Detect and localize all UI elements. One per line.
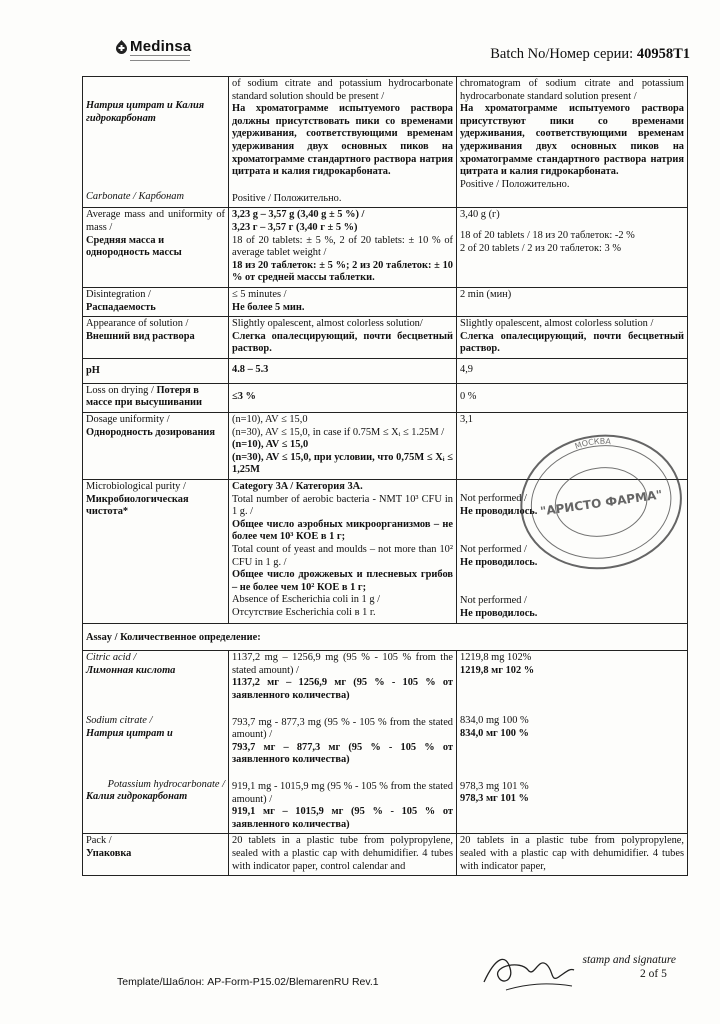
result-text: 20 tablets in a plastic tube from polypropylene, sealed with a plastic cap with dehumidifier. 4 tubes with indicator paper, [460,835,684,872]
param-name: Однородность дозирования [86,426,216,438]
param-name: Average mass and uniformity of mass / [86,209,225,233]
spec-text: Positive / Положительно. [232,192,342,204]
spec-text: Slightly opalescent, almost colorless solution/ [232,318,423,330]
spec-text: 18 из 20 таблеток: ± 5 %; 2 из 20 таблеток: ± 10 % от средней массы таблетки. [232,259,453,284]
spec-text: Category 3A / Категория 3А. [232,481,363,493]
param-name: Лимонная кислота [86,664,176,676]
result-text: 3,1 [460,414,473,426]
result-text: 1219,8 mg 102% [460,652,532,664]
param-name: Средняя масса и однородность массы [86,234,182,259]
table-row [83,413,688,480]
table-row [83,623,688,651]
stamp-city: МОСКВА [573,436,612,451]
spec-text: 793,7 мг – 877,3 мг (95 % - 105 % от заявленного количества) [232,741,453,766]
param-name: pH [86,364,100,376]
result-text: chromatogram of sodium citrate and potassium hydrocarbonate standard solution present / [460,78,684,102]
param-name: Внешний вид раствора [86,330,195,342]
batch-number-line [490,46,690,63]
spec-text: 919,1 мг – 1015,9 мг (95 % - 105 % от заявленного количества) [232,806,453,830]
result-text: 3,40 g (г) [460,209,500,221]
table-row [83,208,688,288]
result-text: На хроматограмме испытуемого раствора присутствуют пики со временами удерживания, соответствующими временам удерживания двух основных пиков на хроматограмме стандартного раствора натрия цитрата и калия гидрокарбоната. [460,103,684,178]
param-name: Натрия цитрат и Калия гидрокарбонат [86,100,205,124]
certificate-table [82,76,688,876]
result-text: Не проводилось. [460,505,538,517]
result-text: Positive / Положительно. [460,178,570,190]
batch-number: 40958T1 [636,46,690,62]
result-text: 978,3 mg 101 % [460,780,529,792]
spec-text: 18 of 20 tablets: ± 5 %, 2 of 20 tablets: ± 10 % of average tablet weight / [232,234,453,259]
param-name: Упаковка [86,847,132,859]
result-text: Slightly opalescent, almost colorless solution / [460,318,654,330]
param-name: Microbiological purity / [86,481,186,493]
result-text: Слегка опалесцирующий, почти бесцветный раствор. [460,330,684,355]
table-row [83,383,688,412]
result-text: 0 % [460,390,477,402]
page-number: 2 of 5 [640,968,667,980]
table-row [83,317,688,359]
result-text: Not performed / [460,595,527,607]
spec-text: ≤ 5 minutes / [232,288,287,300]
result-text: Not performed / [460,544,527,556]
stamp-signature-label: stamp and signature [582,954,676,966]
spec-text: 3,23 g – 3,57 g (3,40 g ± 5 %) / [232,209,365,221]
param-name: Sodium citrate / [86,715,153,727]
signature [476,946,576,994]
param-name: Disintegration / [86,288,151,300]
param-name: Потеря в массе при высушивании [86,384,203,409]
param-name: Калия гидрокарбонат [86,791,188,803]
batch-label: Batch No/Номер серии: [490,46,634,62]
spec-text: Absence of Escherichia coli in 1 g / [232,594,381,606]
result-text: 2 of 20 tablets / 2 из 20 таблеток: 3 % [460,242,621,254]
result-text: 978,3 мг 101 % [460,793,529,805]
spec-text: (n=10), AV ≤ 15,0 [232,439,309,451]
medinsa-logo-icon [116,40,127,54]
spec-text: Общее число аэробных микроорганизмов – не более чем 10³ КОЕ в 1 г; [232,518,453,543]
result-text: 4,9 [460,363,473,375]
param-name: Микробиологическая чистота* [86,493,189,518]
spec-text: Слегка опалесцирующий, почти бесцветный раствор. [232,330,453,355]
table-row [83,651,688,834]
result-text: 2 min (мин) [460,288,512,300]
table-row [83,77,688,208]
param-name: Loss on drying / [86,384,154,396]
param-name: Натрия цитрат и [86,727,173,739]
param-name: Appearance of solution / [86,318,189,330]
stamp-name: "АРИСТО ФАРМА" [539,487,664,519]
logo-text: Medinsa [130,38,192,55]
param-name: Citric acid / [86,652,137,664]
spec-text: 4.8 – 5.3 [232,363,269,375]
spec-text: Общее число дрожжевых и плесневых грибов – не более чем 10² КОЕ в 1 г; [232,569,453,593]
result-text: 18 of 20 tablets / 18 из 20 таблеток: -2 % [460,229,635,241]
logo-subline [130,55,190,61]
spec-text: Отсутствие Escherichia coli в 1 г. [232,606,376,618]
param-name: Pack / [86,835,112,847]
spec-text: 919,1 mg - 1015,9 mg (95 % - 105 % from the stated amount) / [232,780,453,805]
param-name: Potassium hydrocarbonate / [107,778,225,790]
table-row [83,287,688,316]
spec-text: 3,23 г – 3,57 г (3,40 г ± 5 %) [232,221,358,233]
table-row [83,358,688,383]
table-row [83,834,688,876]
assay-header: Assay / Количественное определение: [86,631,261,643]
spec-text: (n=10), AV ≤ 15,0 [232,414,308,426]
company-logo [116,38,191,55]
spec-text: 20 tablets in a plastic tube from polypropylene, sealed with a plastic cap with dehumidifier. 4 tubes with indicator paper, control calendar and [232,835,453,872]
spec-text: (n=30), AV ≤ 15,0, in case if 0.75M ≤ Xᵢ ≤ 1.25M / [232,426,445,438]
spec-text: На хроматограмме испытуемого раствора должны присутствовать пики со временами удерживания, соответствующими временам удерживания двух основных пиков на хроматограмме стандартного раствора натрия цитрата и калия гидрокарбоната. [232,103,453,178]
result-text: Не проводилось. [460,608,538,619]
template-reference: Template/Шаблон: AP-Form-P15.02/BlemarenRU Rev.1 [117,976,379,988]
spec-text: 1137,2 мг – 1256,9 мг (95 % - 105 % от заявленного количества) [232,677,453,701]
spec-text: (n=30), AV ≤ 15,0, при условии, что 0,75M ≤ Xᵢ ≤ 1,25M [232,451,453,476]
param-name: Carbonate / Карбонат [86,191,184,203]
result-text: 834,0 mg 100 % [460,715,529,727]
spec-text: 1137,2 mg – 1256,9 mg (95 % - 105 % from the stated amount) / [232,652,453,676]
spec-text: of sodium citrate and potassium hydrocarbonate standard solution should be present / [232,78,453,102]
result-text: 834,0 мг 100 % [460,727,529,739]
spec-text: Не более 5 мин. [232,301,305,313]
param-name: Распадаемость [86,301,156,313]
table-row [83,480,688,624]
result-text: 1219,8 мг 102 % [460,664,535,676]
spec-text: ≤3 % [232,390,256,402]
spec-text: 793,7 mg - 877,3 mg (95 % - 105 % from the stated amount) / [232,716,453,741]
result-text: Not performed / [460,493,527,505]
spec-text: Total count of yeast and moulds – not more than 10² CFU in 1 g. / [232,544,453,568]
param-name: Dosage uniformity / [86,414,170,426]
result-text: Не проводилось. [460,556,538,568]
spec-text: Total number of aerobic bacteria - NMT 10³ CFU in 1 g. / [232,493,453,518]
